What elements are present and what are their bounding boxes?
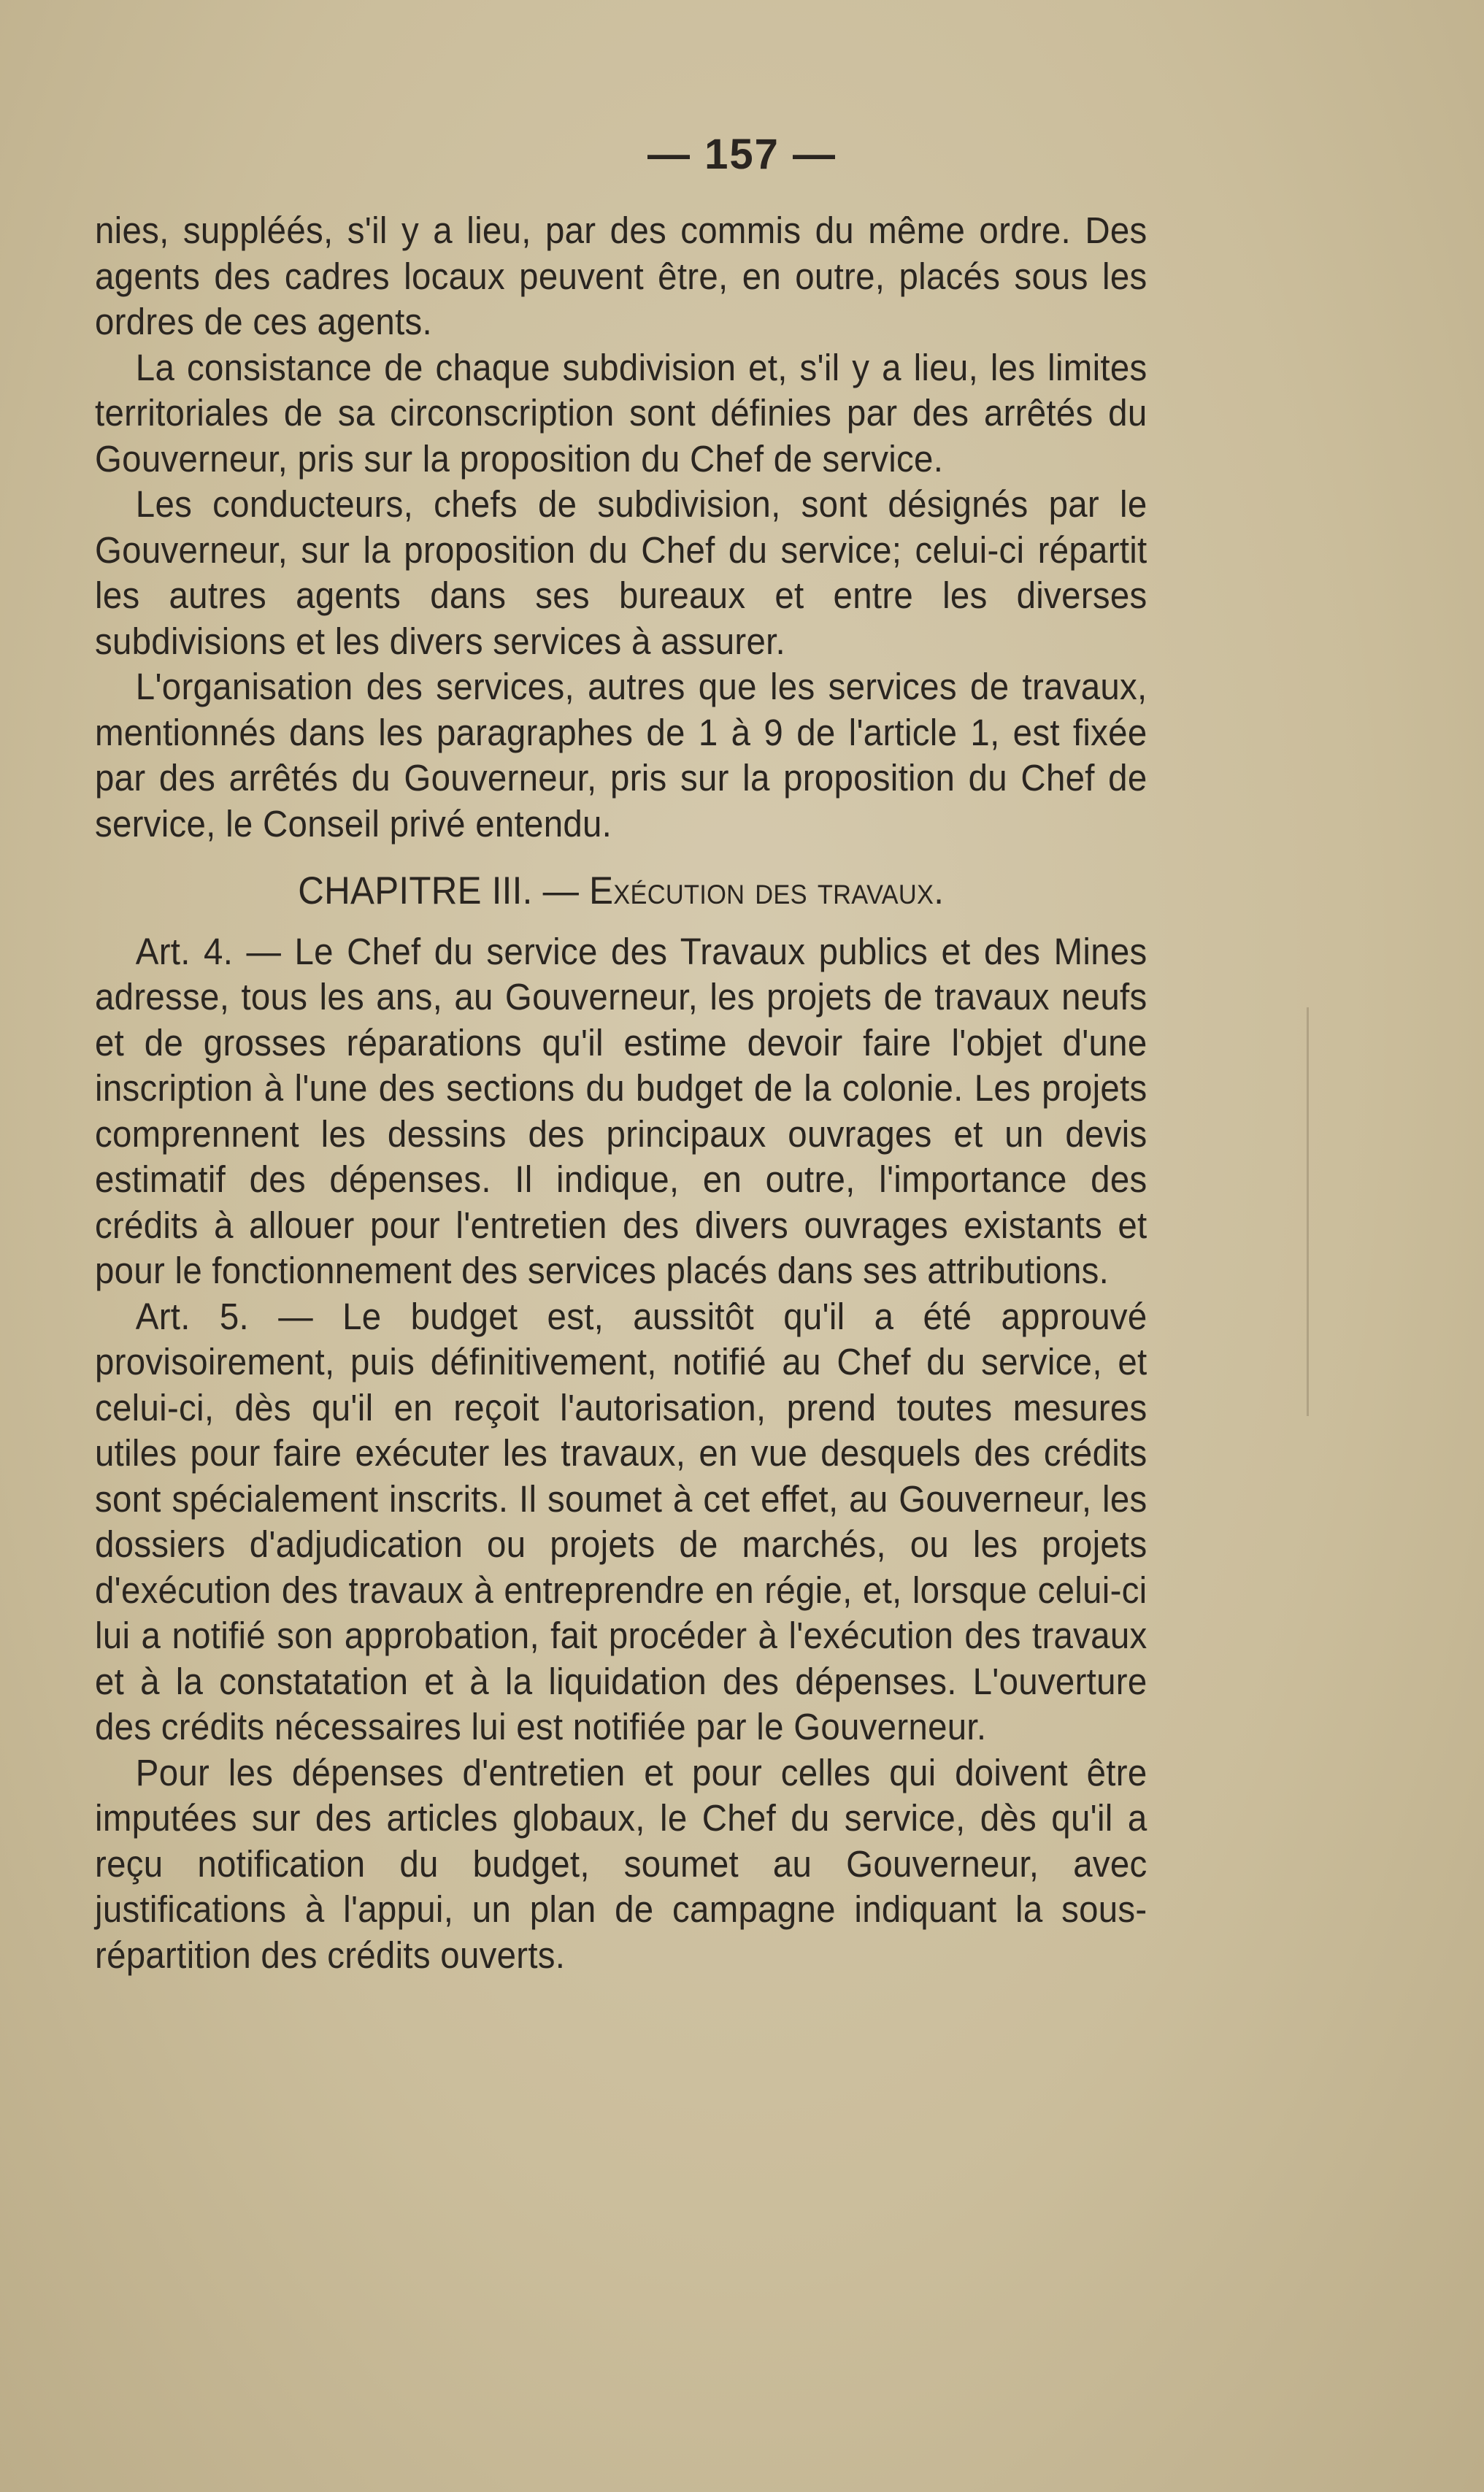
chapter-subtitle: Exécution des travaux. [589, 869, 945, 912]
body-text [95, 208, 1147, 1978]
chapter-title: CHAPITRE III. — [298, 869, 580, 912]
paragraph: La consistance de chaque subdivision et, s'il y a lieu, les limites territoriales de sa circonscription sont définies par des arrêtés du Gouverneur, pris sur la proposition du Chef de service. [95, 346, 1147, 480]
paragraph: Pour les dépenses d'entretien et pour celles qui doivent être imputées sur des articles globaux, le Chef du service, dès qu'il a reçu notification du budget, soumet au Gouverneur, avec justifications à l'appui, un plan de campagne indiquant la sous-répartition des crédits ouverts. [95, 1751, 1147, 1976]
paragraph-article-5: Art. 5. — Le budget est, aussitôt qu'il a été approuvé provisoirement, puis définitivement, notifié au Chef du service, et celui-ci, dès qu'il en reçoit l'autorisation, prend toutes mesures utiles pour faire exécuter les travaux, en vue desquels des crédits sont spécialement inscrits. Il soumet à cet effet, au Gouverneur, les dossiers d'adjudication ou projets de marchés, ou les projets d'exécution des travaux à entreprendre en régie, et, lorsque celui-ci lui a notifié son approbation, fait procéder à l'exécution des travaux et à la constatation et à la liquidation des dépenses. L'ouverture des crédits nécessaires lui est notifiée par le Gouverneur. [95, 1295, 1147, 1747]
paragraph: nies, suppléés, s'il y a lieu, par des commis du même ordre. Des agents des cadres locaux peuvent être, en outre, placés sous les ordres de ces agents. [95, 209, 1147, 342]
paragraph: L'organisation des services, autres que les services de travaux, mentionnés dans les paragraphes de 1 à 9 de l'article 1, est fixée par des arrêtés du Gouverneur, pris sur la proposition du Chef de service, le Conseil privé entendu. [95, 666, 1147, 845]
paragraph: Les conducteurs, chefs de subdivision, sont désignés par le Gouverneur, sur la proposition du Chef du service; celui-ci répartit les autres agents dans ses bureaux et entre les diverses subdivisions et les divers services à assurer. [95, 483, 1147, 662]
page-number-header: — 157 — [647, 131, 837, 178]
paragraph-article-4: Art. 4. — Le Chef du service des Travaux publics et des Mines adresse, tous les ans, au Gouverneur, les projets de travaux neufs et de grosses réparations qu'il estime devoir faire l'objet d'une inscription à l'une des sections du budget de la colonie. Les projets comprennent les dessins des principaux ouvrages et un devis estimatif des dépenses. Il indique, en outre, l'importance des crédits à allouer pour l'entretien des divers ouvrages existants et pour le fonctionnement des services placés dans ses attributions. [95, 930, 1147, 1291]
chapter-heading [95, 869, 1147, 915]
page-edge-mark [1307, 1007, 1309, 1416]
